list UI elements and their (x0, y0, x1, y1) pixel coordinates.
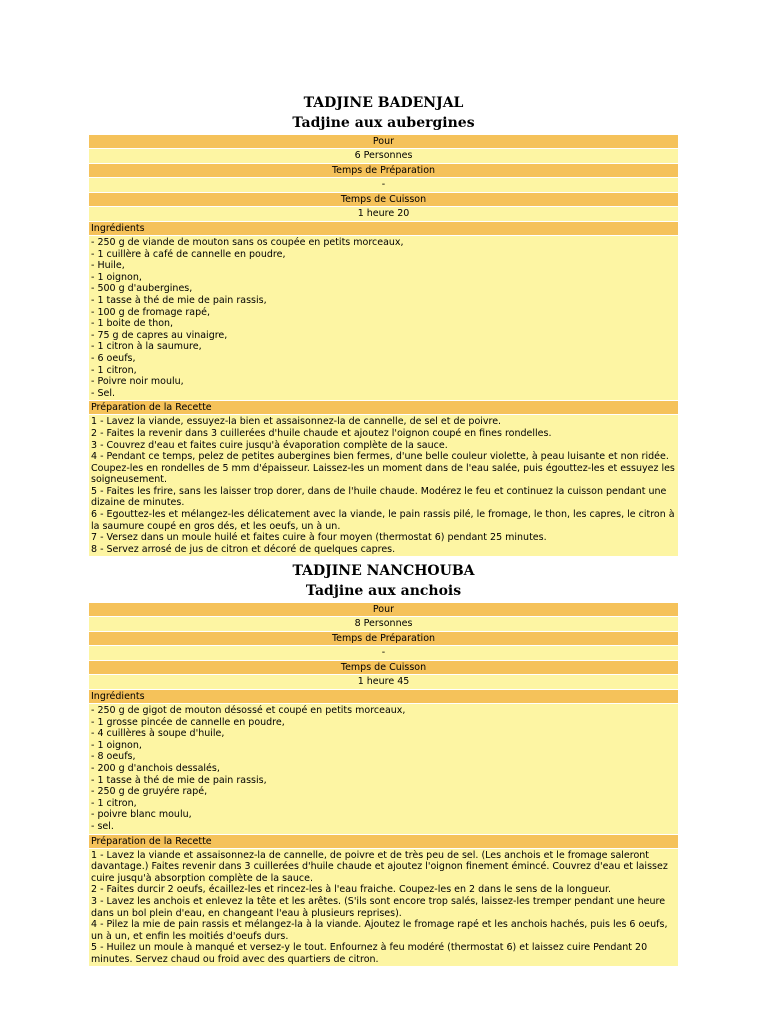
servings-value: 6 Personnes (89, 149, 678, 163)
ingredient-item: - 250 g de gigot de mouton désossé et coupé en petits morceaux, (91, 705, 406, 716)
step-item: 5 - Huilez un moule à manqué et versez-y le tout. Enfournez à feu modéré (thermostat 6) et laissez cuire Pendant 20 minutes. Servez chaud ou froid avec des quartiers de citron. (91, 942, 648, 965)
ingredient-item: - 75 g de capres au vinaigre, (91, 329, 228, 341)
servings-label: Pour (89, 603, 678, 616)
servings-value: 8 Personnes (89, 617, 678, 631)
step-item: 8 - Servez arrosé de jus de citron et décoré de quelques capres. (91, 543, 396, 555)
step-item: 1 - Lavez la viande, essuyez-la bien et assaisonnez-la de cannelle, de sel et de poivre. (91, 416, 502, 428)
ingredient-item: - 200 g d'anchois dessalés, (91, 762, 220, 774)
ingredient-item: - 500 g d'aubergines, (91, 283, 193, 295)
step-item: 3 - Lavez les anchois et enlevez la tête et les arêtes. (S'ils sont encore trop salés, laissez-les tremper pendant une heure dans un bol plein d'eau, en changeant l'eau à plusieurs reprises). (91, 895, 666, 919)
preparation-steps (89, 849, 678, 967)
ingredient-item: - 1 boite de thon, (91, 318, 174, 330)
ingredient-item: - poivre blanc moulu, (91, 809, 192, 821)
ingredient-item: - Poivre noir moulu, (91, 376, 184, 388)
ingredient-item: - 250 g de viande de mouton sans os coupée en petits morceaux, (91, 237, 404, 248)
ingredient-item: - 1 citron à la saumure, (91, 341, 202, 353)
ingredient-item: - 250 g de gruyére rapé, (91, 786, 208, 798)
ingredient-item: - 1 citron, (91, 364, 137, 376)
ingredients-header: Ingrédients (89, 222, 678, 235)
ingredients-list (89, 704, 678, 834)
recipe-subtitle: Tadjine aux aubergines (292, 115, 475, 131)
ingredients-header: Ingrédients (89, 690, 678, 703)
ingredient-item: - Huile, (91, 260, 125, 272)
step-item: 1 - Lavez la viande et assaisonnez-la de cannelle, de poivre et de très peu de sel. (Les anchois et le fromage saleront davantage.) Faites revenir dans 3 cuillerées d'huile chaude et ajoutez l'oignon finement émincé. Couvrez d'eau et laissez cuire jusqu'à absorption complète de la sauce. (91, 849, 668, 884)
servings-label: Pour (89, 135, 678, 148)
step-item: 6 - Egouttez-les et mélangez-les délicatement avec la viande, le pain rassis pilé, le fromage, le thon, les capres, le citron à la saumure coupé en gros dés, et les oeufs, un à un. (91, 509, 675, 532)
cook-time-value: 1 heure 45 (89, 675, 678, 689)
prep-time-value: - (89, 646, 678, 660)
recipe-badenjal (89, 93, 678, 556)
ingredient-item: - 1 tasse à thé de mie de pain rassis, (91, 294, 267, 306)
ingredient-item: - 6 oeufs, (91, 352, 136, 364)
ingredient-item: - 1 citron, (91, 797, 137, 809)
ingredient-item: - 100 g de fromage rapé, (91, 306, 210, 318)
step-item: 4 - Pilez la mie de pain rassis et mélangez-la à la viande. Ajoutez le fromage rapé et les anchois hachés, puis les 6 oeufs, un à un, et enfin les moitiés d'oeufs durs. (91, 919, 668, 942)
step-item: 2 - Faites la revenir dans 3 cuillerées d'huile chaude et ajoutez l'oignon coupé en fines rondelles. (91, 427, 552, 439)
recipe-title: TADJINE BADENJAL (303, 95, 464, 111)
ingredient-item: - 1 tasse à thé de mie de pain rassis, (91, 774, 267, 786)
step-item: 7 - Versez dans un moule huilé et faites cuire à four moyen (thermostat 6) pendant 25 minutes. (91, 532, 547, 544)
prep-time-label: Temps de Préparation (89, 632, 678, 645)
cook-time-label: Temps de Cuisson (89, 661, 678, 674)
ingredient-item: - 1 oignon, (91, 271, 142, 283)
step-item: 3 - Couvrez d'eau et faites cuire jusqu'à évaporation complète de la sauce. (91, 439, 448, 451)
step-item: 4 - Pendant ce temps, pelez de petites aubergines bien fermes, d'une belle couleur violette, à peau luisante et non ridée. Coupez-les en rondelles de 5 mm d'épaisseur. Laissez-les un moment dans de l'eau salée, puis égouttez-les et essuyez les soigneusement. (91, 451, 675, 486)
step-item: 5 - Faites les frire, sans les laisser trop dorer, dans de l'huile chaude. Modérez le feu et continuez la cuisson pendant une dizaine de minutes. (91, 485, 667, 509)
ingredient-item: - sel. (91, 820, 114, 832)
recipe-title: TADJINE NANCHOUBA (292, 563, 475, 579)
ingredient-item: - Sel. (91, 387, 115, 399)
step-item: 2 - Faites durcir 2 oeufs, écaillez-les et rincez-les à l'eau fraiche. Coupez-les en 2 dans le sens de la longueur. (91, 884, 612, 896)
preparation-header: Préparation de la Recette (89, 835, 678, 848)
ingredient-item: - 1 grosse pincée de cannelle en poudre, (91, 716, 285, 728)
prep-time-value: - (89, 178, 678, 192)
ingredient-item: - 1 oignon, (91, 739, 142, 751)
recipe-subtitle: Tadjine aux anchois (305, 583, 462, 599)
preparation-header: Préparation de la Recette (89, 401, 678, 414)
cook-time-value: 1 heure 20 (89, 207, 678, 221)
ingredient-item: - 8 oeufs, (91, 751, 136, 763)
ingredient-item: - 4 cuillères à soupe d'huile, (91, 728, 225, 740)
preparation-steps (89, 415, 678, 556)
prep-time-label: Temps de Préparation (89, 164, 678, 177)
recipe-nanchouba (89, 561, 678, 966)
ingredients-list (89, 236, 678, 400)
cook-time-label: Temps de Cuisson (89, 193, 678, 206)
ingredient-item: - 1 cuillère à café de cannelle en poudre, (91, 248, 286, 260)
